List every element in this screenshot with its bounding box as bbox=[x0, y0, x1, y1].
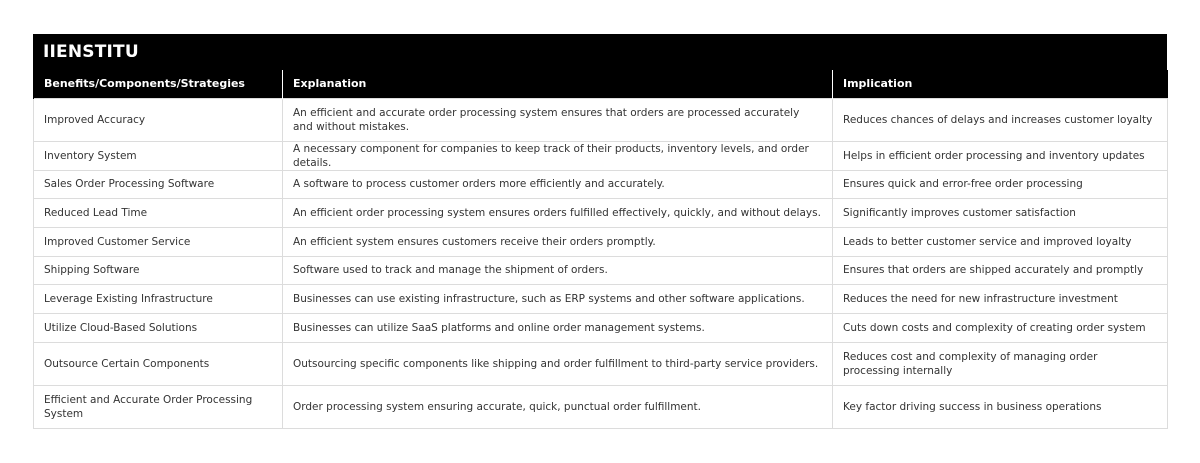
cell-explanation: Order processing system ensuring accurate, quick, punctual order fulfillment. bbox=[283, 385, 833, 428]
cell-item: Reduced Lead Time bbox=[34, 199, 283, 228]
table-row bbox=[34, 98, 1168, 141]
cell-explanation: A necessary component for companies to keep track of their products, inventory levels, and order details. bbox=[283, 141, 833, 170]
cell-item: Utilize Cloud-Based Solutions bbox=[34, 313, 283, 342]
cell-implication: Reduces cost and complexity of managing order processing internally bbox=[833, 342, 1168, 385]
cell-implication: Key factor driving success in business operations bbox=[833, 385, 1168, 428]
data-table bbox=[33, 70, 1168, 429]
cell-explanation: An efficient order processing system ensures orders fulfilled effectively, quickly, and without delays. bbox=[283, 199, 833, 228]
table-row bbox=[34, 227, 1168, 256]
header-benefits: Benefits/Components/Strategies bbox=[34, 70, 283, 98]
header-explanation: Explanation bbox=[283, 70, 833, 98]
table-header-row bbox=[34, 70, 1168, 98]
cell-explanation: An efficient system ensures customers receive their orders promptly. bbox=[283, 227, 833, 256]
cell-implication: Significantly improves customer satisfaction bbox=[833, 199, 1168, 228]
cell-implication: Leads to better customer service and improved loyalty bbox=[833, 227, 1168, 256]
cell-item: Shipping Software bbox=[34, 256, 283, 285]
cell-implication: Cuts down costs and complexity of creating order system bbox=[833, 313, 1168, 342]
cell-item: Sales Order Processing Software bbox=[34, 170, 283, 199]
cell-explanation: Outsourcing specific components like shipping and order fulfillment to third-party service providers. bbox=[283, 342, 833, 385]
table-row bbox=[34, 256, 1168, 285]
cell-implication: Helps in efficient order processing and inventory updates bbox=[833, 141, 1168, 170]
cell-explanation: Businesses can use existing infrastructure, such as ERP systems and other software applications. bbox=[283, 285, 833, 314]
table-container bbox=[33, 34, 1167, 429]
cell-item: Leverage Existing Infrastructure bbox=[34, 285, 283, 314]
table-row bbox=[34, 285, 1168, 314]
cell-implication: Ensures quick and error-free order processing bbox=[833, 170, 1168, 199]
header-implication: Implication bbox=[833, 70, 1168, 98]
table-row bbox=[34, 141, 1168, 170]
cell-implication: Reduces the need for new infrastructure investment bbox=[833, 285, 1168, 314]
table-row bbox=[34, 170, 1168, 199]
cell-item: Outsource Certain Components bbox=[34, 342, 283, 385]
cell-item: Inventory System bbox=[34, 141, 283, 170]
brand-title: IIENSTITU bbox=[33, 34, 1167, 70]
cell-explanation: Software used to track and manage the shipment of orders. bbox=[283, 256, 833, 285]
cell-implication: Reduces chances of delays and increases customer loyalty bbox=[833, 98, 1168, 141]
table-row bbox=[34, 199, 1168, 228]
table-row bbox=[34, 342, 1168, 385]
cell-item: Improved Customer Service bbox=[34, 227, 283, 256]
table-row bbox=[34, 313, 1168, 342]
cell-explanation: An efficient and accurate order processing system ensures that orders are processed accurately and without mistakes. bbox=[283, 98, 833, 141]
cell-item: Improved Accuracy bbox=[34, 98, 283, 141]
table-row bbox=[34, 385, 1168, 428]
cell-explanation: A software to process customer orders more efficiently and accurately. bbox=[283, 170, 833, 199]
cell-item: Efficient and Accurate Order Processing System bbox=[34, 385, 283, 428]
cell-implication: Ensures that orders are shipped accurately and promptly bbox=[833, 256, 1168, 285]
cell-explanation: Businesses can utilize SaaS platforms and online order management systems. bbox=[283, 313, 833, 342]
